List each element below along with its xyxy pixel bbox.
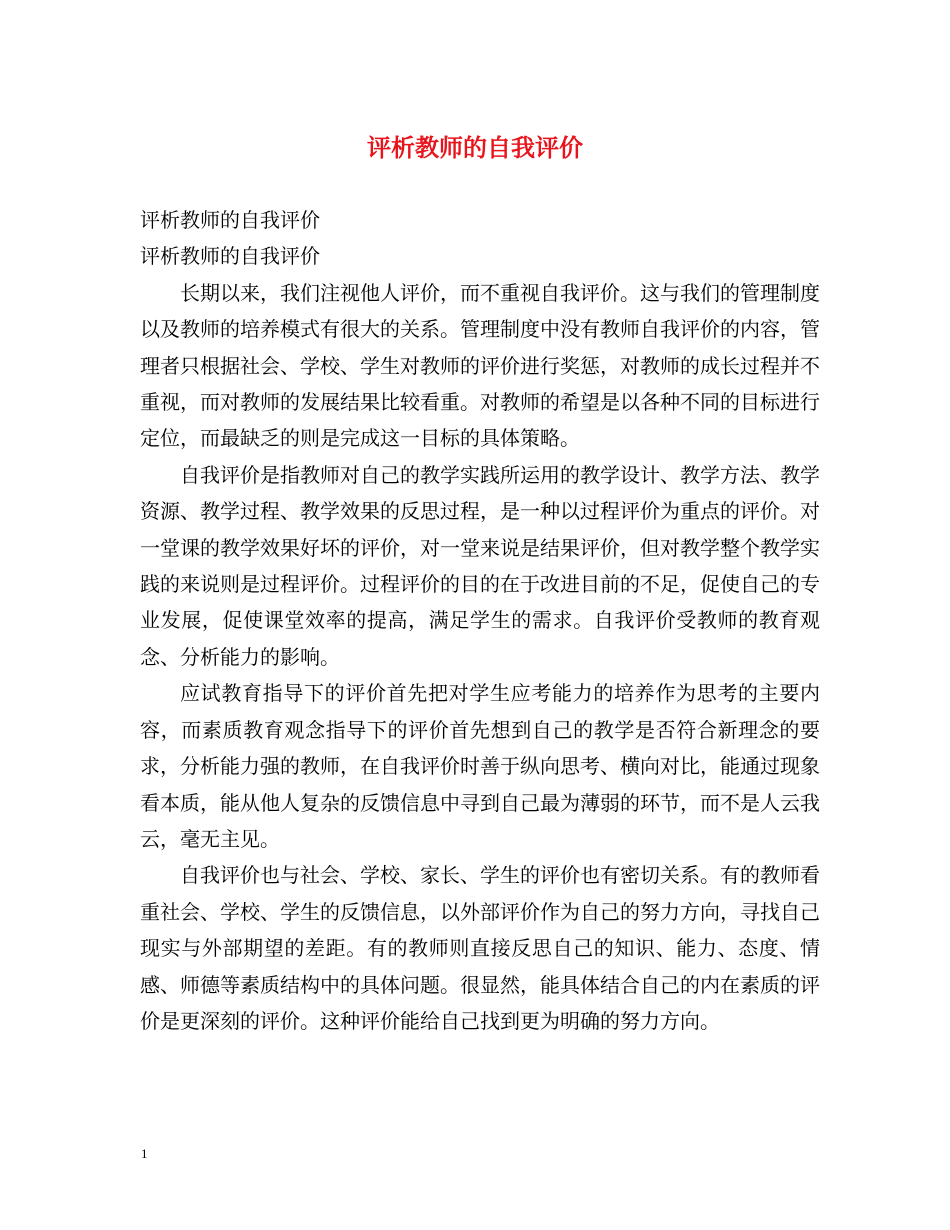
paragraph-4: 自我评价也与社会、学校、家长、学生的评价也有密切关系。有的教师看重社会、学校、学生的反馈信息，以外部评价作为自己的努力方向，寻找自己现实与外部期望的差距。有的教师则直接反思自己的知识、能力、态度、情感、师德等素质结构中的具体问题。很显然，能具体结合自己的内在素质的评价是更深刻的评价。这种评价能给自己找到更为明确的努力方向。 xyxy=(140,863,820,1033)
document-title: 评析教师的自我评价 xyxy=(367,133,583,162)
page-number: 1 xyxy=(141,1146,148,1161)
subtitle-line: 评析教师的自我评价 xyxy=(140,208,320,232)
paragraph-1: 长期以来，我们注视他人评价，而不重视自我评价。这与我们的管理制度以及教师的培养模式有很大的关系。管理制度中没有教师自我评价的内容，管理者只根据社会、学校、学生对教师的评价进行奖惩，对教师的成长过程并不重视，而对教师的发展结果比较看重。对教师的希望是以各种不同的目标进行定位，而最缺乏的则是完成这一目标的具体策略。 xyxy=(140,280,820,451)
document-body xyxy=(140,202,820,1039)
paragraph-2: 自我评价是指教师对自己的教学实践所运用的教学设计、教学方法、教学资源、教学过程、教学效果的反思过程，是一种以过程评价为重点的评价。对一堂课的教学效果好坏的评价，对一堂来说是结果评价，但对教学整个教学实践的来说则是过程评价。过程评价的目的在于改进目前的不足，促使自己的专业发展，促使课堂效率的提高，满足学生的需求。自我评价受教师的教育观念、分析能力的影响。 xyxy=(140,462,820,669)
paragraph-3: 应试教育指导下的评价首先把对学生应考能力的培养作为思考的主要内容，而素质教育观念指导下的评价首先想到自己的教学是否符合新理念的要求，分析能力强的教师，在自我评价时善于纵向思考、横向对比，能通过现象看本质，能从他人复杂的反馈信息中寻到自己最为薄弱的环节，而不是人云我云，毫无主见。 xyxy=(140,681,820,851)
subtitle-line: 评析教师的自我评价 xyxy=(140,244,320,269)
